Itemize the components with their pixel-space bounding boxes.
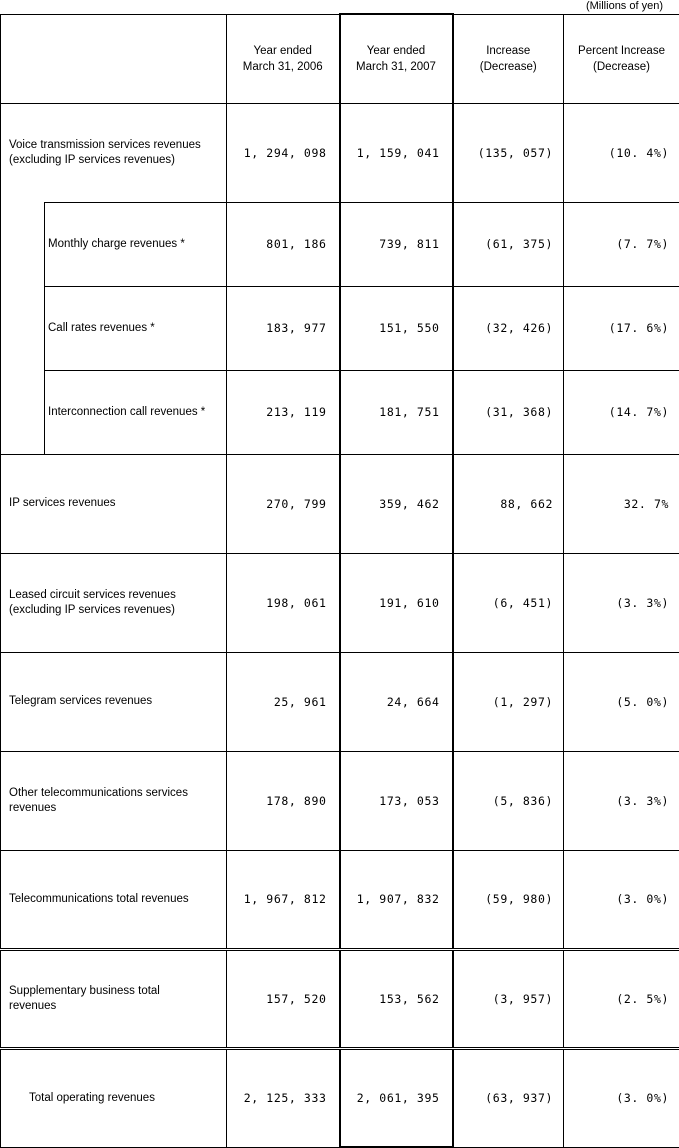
cell-percent: (2. 5%) <box>564 949 679 1048</box>
header-percent <box>564 14 679 103</box>
header-increase-line2: (Decrease) <box>479 60 537 73</box>
header-year-2007-line2: March 31, 2007 <box>356 60 436 73</box>
row-label: Telecommunications total revenues <box>1 850 227 949</box>
cell-2006: 178, 890 <box>227 751 340 850</box>
cell-increase: (61, 375) <box>453 202 564 286</box>
cell-percent: (5. 0%) <box>564 652 679 751</box>
header-year-2006-line2: March 31, 2006 <box>242 60 323 73</box>
cell-increase: (63, 937) <box>453 1048 564 1147</box>
header-percent-line1: Percent Increase <box>578 44 665 57</box>
cell-2007: 1, 907, 832 <box>340 850 453 949</box>
cell-2006: 213, 119 <box>227 370 340 454</box>
cell-2006: 2, 125, 333 <box>227 1048 340 1147</box>
cell-2006: 801, 186 <box>227 202 340 286</box>
cell-increase: (135, 057) <box>453 103 564 202</box>
indent-spacer <box>1 286 45 370</box>
row-label: Call rates revenues * <box>45 286 227 370</box>
cell-increase: (31, 368) <box>453 370 564 454</box>
table-row <box>1 286 679 370</box>
row-label <box>1 751 227 850</box>
row-label: IP services revenues <box>1 454 227 553</box>
header-row <box>1 14 679 103</box>
cell-percent: 32. 7% <box>564 454 679 553</box>
cell-2007: 173, 053 <box>340 751 453 850</box>
row-label: Total operating revenues <box>1 1048 227 1147</box>
cell-2007: 181, 751 <box>340 370 453 454</box>
row-label-line1: Other telecommunications services <box>9 786 188 799</box>
cell-2007: 1, 159, 041 <box>340 103 453 202</box>
cell-increase: (32, 426) <box>453 286 564 370</box>
header-percent-line2: (Decrease) <box>593 60 650 73</box>
units-note: (Millions of yen) <box>585 0 663 12</box>
cell-percent: (7. 7%) <box>564 202 679 286</box>
row-label: Interconnection call revenues * <box>45 370 227 454</box>
cell-increase: (3, 957) <box>453 949 564 1048</box>
row-label-line2: (excluding IP services revenues) <box>9 153 175 166</box>
table-row <box>1 202 679 286</box>
cell-percent: (3. 0%) <box>564 850 679 949</box>
header-year-2007-line1: Year ended <box>366 44 426 57</box>
table-row <box>1 751 679 850</box>
table-row-total <box>1 1048 679 1147</box>
row-label <box>1 949 227 1048</box>
cell-increase: (5, 836) <box>453 751 564 850</box>
cell-percent: (3. 3%) <box>564 553 679 652</box>
cell-2006: 157, 520 <box>227 949 340 1048</box>
cell-percent: (14. 7%) <box>564 370 679 454</box>
table-row <box>1 553 679 652</box>
cell-increase: (6, 451) <box>453 553 564 652</box>
cell-2006: 270, 799 <box>227 454 340 553</box>
row-label-line2: (excluding IP services revenues) <box>9 603 175 616</box>
table-row <box>1 103 679 202</box>
header-increase-line1: Increase <box>486 44 531 57</box>
cell-2006: 1, 294, 098 <box>227 103 340 202</box>
row-label-line1: Leased circuit services revenues <box>9 588 176 601</box>
cell-percent: (10. 4%) <box>564 103 679 202</box>
revenue-table <box>0 13 679 1148</box>
table-row <box>1 652 679 751</box>
cell-2007: 739, 811 <box>340 202 453 286</box>
table-row <box>1 370 679 454</box>
row-label-line2: revenues <box>9 801 57 814</box>
header-increase <box>453 14 564 103</box>
table-row <box>1 454 679 553</box>
indent-spacer <box>1 202 45 286</box>
header-year-2006 <box>227 14 340 103</box>
cell-2006: 1, 967, 812 <box>227 850 340 949</box>
cell-percent: (3. 3%) <box>564 751 679 850</box>
header-year-2007 <box>340 14 453 103</box>
cell-increase: (1, 297) <box>453 652 564 751</box>
header-label-cell <box>1 14 227 103</box>
cell-2007: 153, 562 <box>340 949 453 1048</box>
row-label <box>1 553 227 652</box>
row-label-line2: revenues <box>9 999 57 1012</box>
row-label: Monthly charge revenues * <box>45 202 227 286</box>
header-year-2006-line1: Year ended <box>253 44 312 57</box>
row-label-line1: Supplementary business total <box>9 984 160 997</box>
row-label: Telegram services revenues <box>1 652 227 751</box>
table-row <box>1 949 679 1048</box>
cell-increase: 88, 662 <box>453 454 564 553</box>
cell-2006: 183, 977 <box>227 286 340 370</box>
indent-spacer <box>1 370 45 454</box>
cell-2007: 151, 550 <box>340 286 453 370</box>
cell-2007: 191, 610 <box>340 553 453 652</box>
row-label-line1: Voice transmission services revenues <box>9 138 201 151</box>
row-label <box>1 103 227 202</box>
cell-percent: (17. 6%) <box>564 286 679 370</box>
cell-increase: (59, 980) <box>453 850 564 949</box>
cell-2006: 198, 061 <box>227 553 340 652</box>
table-row <box>1 850 679 949</box>
cell-2006: 25, 961 <box>227 652 340 751</box>
cell-percent: (3. 0%) <box>564 1048 679 1147</box>
cell-2007: 24, 664 <box>340 652 453 751</box>
cell-2007: 2, 061, 395 <box>340 1048 453 1147</box>
cell-2007: 359, 462 <box>340 454 453 553</box>
